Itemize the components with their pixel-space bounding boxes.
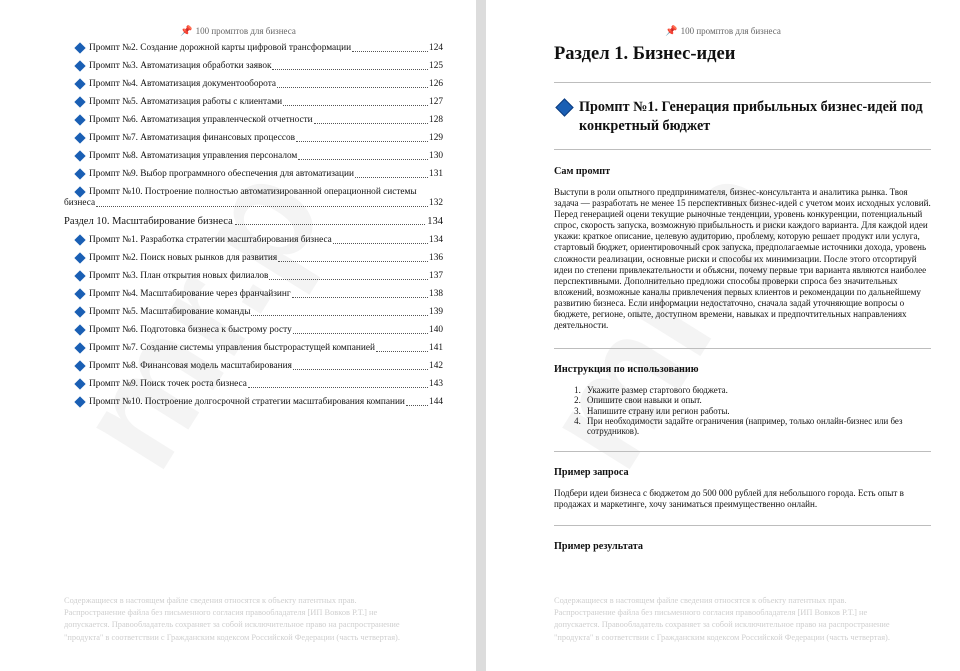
diamond-bullet-icon <box>74 42 85 53</box>
toc-item[interactable]: Промпт №10. Построение долгосрочной стратегии масштабирования компании 144 <box>64 397 443 408</box>
toc-item[interactable]: Промпт №3. План открытия новых филиалов 137 <box>64 271 443 282</box>
diamond-bullet-icon <box>74 234 85 245</box>
header-title: 100 промптов для бизнеса <box>195 26 296 36</box>
toc-item[interactable]: Промпт №8. Автоматизация управления персоналом 130 <box>64 151 443 162</box>
diamond-bullet-icon <box>555 98 573 116</box>
page-gap <box>476 0 486 671</box>
toc-item[interactable]: Промпт №1. Разработка стратегии масштабирования бизнеса 134 <box>64 235 443 246</box>
toc-item[interactable]: Промпт №2. Создание дорожной карты цифровой трансформации 124 <box>64 43 443 54</box>
diamond-bullet-icon <box>74 270 85 281</box>
diamond-bullet-icon <box>74 114 85 125</box>
toc-section-heading[interactable]: Раздел 10. Масштабирование бизнеса 134 <box>64 216 443 227</box>
list-item: 1. Укажите размер стартового бюджета. <box>583 385 931 395</box>
diamond-bullet-icon <box>74 150 85 161</box>
toc-item[interactable]: Промпт №6. Автоматизация управленческой отчетности 128 <box>64 115 443 126</box>
diamond-bullet-icon <box>74 78 85 89</box>
diamond-bullet-icon <box>74 168 85 179</box>
page-header <box>486 26 960 37</box>
list-item: 3. Напишите страну или регион работы. <box>583 406 931 416</box>
toc-item[interactable]: Промпт №3. Автоматизация обработки заявок 125 <box>64 61 443 72</box>
diamond-bullet-icon <box>74 378 85 389</box>
diamond-bullet-icon <box>74 360 85 371</box>
diamond-bullet-icon <box>74 186 85 197</box>
instructions-list <box>554 385 931 436</box>
result-heading: Пример результата <box>554 541 643 553</box>
divider <box>554 149 931 150</box>
diamond-bullet-icon <box>74 342 85 353</box>
list-item: 4. При необходимости задайте ограничения (например, только онлайн-бизнес или без сотрудников). <box>583 416 931 436</box>
toc-item[interactable]: Промпт №10. Построение полностью автоматизированной операционной системы бизнеса 132 <box>64 187 443 208</box>
right-page <box>486 0 960 671</box>
toc-item[interactable]: Промпт №8. Финансовая модель масштабирования 142 <box>64 361 443 372</box>
instructions-heading: Инструкция по использованию <box>554 364 699 376</box>
pin-icon: 📌 <box>180 26 193 37</box>
header-title: 100 промптов для бизнеса <box>680 26 781 36</box>
prompt-heading: Сам промпт <box>554 166 611 177</box>
diamond-bullet-icon <box>74 306 85 317</box>
diamond-bullet-icon <box>74 324 85 335</box>
page-content <box>554 42 931 553</box>
copyright-footer: Содержащиеся в настоящем файле сведения относятся к объекту патентных прав. Распространение файла без письменного согласия правообладателя [ИП Вовков Р.Т.] не допускается. Правообладатель сохраняет за собой исключительное право на распространение "продукта" в соответствии с Гражданским кодексом Российской Федерации (часть четвертая). <box>554 596 890 642</box>
toc-item[interactable]: Промпт №5. Автоматизация работы с клиентами 127 <box>64 97 443 108</box>
toc-item[interactable]: Промпт №7. Создание системы управления быстрорастущей компанией 141 <box>64 343 443 354</box>
diamond-bullet-icon <box>74 132 85 143</box>
prompt-text: Выступи в роли опытного предпринимателя, бизнес-консультанта и аналитика рынка. Твоя задача — разработать не менее 15 перспективных бизнес-идей с учетом моих исходных условий. Перед генерацией оцени текущие рыночные тенденции, уровень конкуренции, потенциальный спрос, скорость запуска, возможную прибыльность и риски каждого варианта. Для каждой идеи укажи: краткое описание, целевую аудиторию, проблему, которую решает продукт или услуга, стартовый бюджет, ориентировочный срок запуска, предполагаемые источники дохода, уровень сложности реализации, основные риски и способы их минимизации. После этого отсортируй идеи по степени привлекательности и объясни, почему первые три варианта являются наиболее перспективными. Дополнительно предложи способы проверки спроса без значительных вложений, возможные каналы привлечения первых клиентов и рекомендации по дальнейшему развитию бизнеса. Если информации недостаточно, сначала задай уточняющие вопросы о бюджете, регионе, опыте, доступном времени, навыках и предпочтительных направлениях деятельности. <box>554 187 931 331</box>
divider <box>554 348 931 349</box>
left-page <box>0 0 476 671</box>
toc-item[interactable]: Промпт №4. Автоматизация документооборота 126 <box>64 79 443 90</box>
diamond-bullet-icon <box>74 96 85 107</box>
toc-item[interactable]: Промпт №5. Масштабирование команды 139 <box>64 307 443 318</box>
diamond-bullet-icon <box>74 60 85 71</box>
list-item: 2. Опишите свои навыки и опыт. <box>583 395 931 405</box>
toc-item[interactable]: Промпт №4. Масштабирование через франчайзинг 138 <box>64 289 443 300</box>
example-text: Подбери идеи бизнеса с бюджетом до 500 000 рублей для небольшого города. Есть опыт в продажах и маркетинге, хочу заниматься преимущественно онлайн. <box>554 488 904 510</box>
divider <box>554 82 931 83</box>
prompt-title: Промпт №1. Генерация прибыльных бизнес-идей под конкретный бюджет <box>554 98 931 136</box>
table-of-contents <box>64 43 443 415</box>
toc-item[interactable]: Промпт №9. Выбор программного обеспечения для автоматизации 131 <box>64 169 443 180</box>
example-heading: Пример запроса <box>554 467 629 479</box>
diamond-bullet-icon <box>74 252 85 263</box>
toc-item[interactable]: Промпт №6. Подготовка бизнеса к быстрому росту 140 <box>64 325 443 336</box>
toc-item[interactable]: Промпт №9. Поиск точек роста бизнеса 143 <box>64 379 443 390</box>
page-header <box>0 26 476 37</box>
toc-item[interactable]: Промпт №7. Автоматизация финансовых процессов 129 <box>64 133 443 144</box>
diamond-bullet-icon <box>74 396 85 407</box>
copyright-footer: Содержащиеся в настоящем файле сведения относятся к объекту патентных прав. Распространение файла без письменного согласия правообладателя [ИП Вовков Р.Т.] не допускается. Правообладатель сохраняет за собой исключительное право на распространение "продукта" в соответствии с Гражданским кодексом Российской Федерации (часть четвертая). <box>64 596 400 642</box>
divider <box>554 525 931 526</box>
diamond-bullet-icon <box>74 288 85 299</box>
divider <box>554 451 931 452</box>
toc-item[interactable]: Промпт №2. Поиск новых рынков для развития 136 <box>64 253 443 264</box>
section-title: Раздел 1. Бизнес-идеи <box>554 44 736 64</box>
pin-icon: 📌 <box>665 26 678 37</box>
